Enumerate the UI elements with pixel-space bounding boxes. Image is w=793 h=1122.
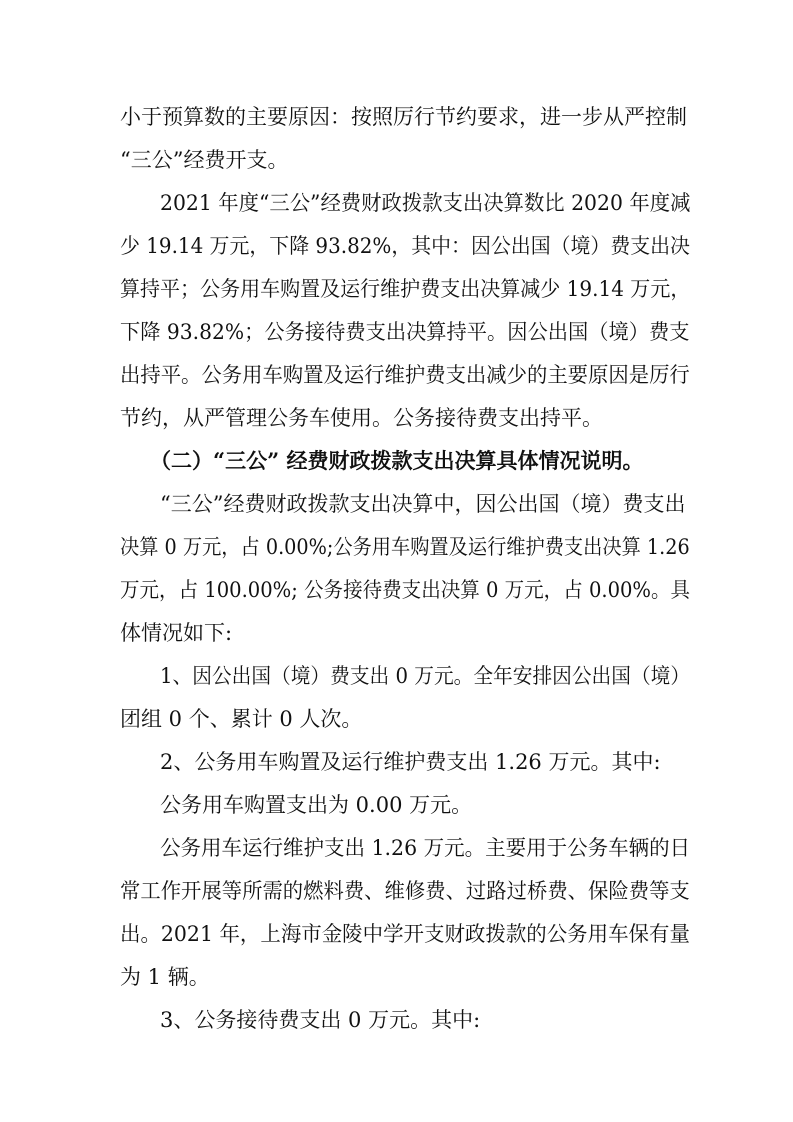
paragraph-line: 算持平；公务用车购置及运行维护费支出决算减少 19.14 万元， <box>120 277 691 301</box>
paragraph-line: 决算 0 万元，占 0.00%;公务用车购置及运行维护费支出决算 1.26 <box>120 535 690 559</box>
paragraph-line: 出持平。公务用车购置及运行维护费支出减少的主要原因是厉行 <box>120 363 690 387</box>
paragraph-line: 常工作开展等所需的燃料费、维修费、过路过桥费、保险费等支 <box>120 879 690 903</box>
list-item-line: 2、公务用车购置及运行维护费支出 1.26 万元。其中: <box>160 750 661 774</box>
paragraph-line: “三公”经费开支。 <box>120 148 289 172</box>
paragraph-line: “三公”经费财政拨款支出决算中，因公出国（境）费支出 <box>160 492 686 516</box>
paragraph-line: 少 19.14 万元，下降 93.82%，其中：因公出国（境）费支出决 <box>120 234 690 258</box>
paragraph-line: 公务用车购置支出为 0.00 万元。 <box>160 793 473 817</box>
list-item-line: 团组 0 个、累计 0 人次。 <box>120 707 363 731</box>
section-heading: （二）“三公” 经费财政拨款支出决算具体情况说明。 <box>150 448 644 473</box>
paragraph-line: 小于预算数的主要原因：按照厉行节约要求，进一步从严控制 <box>120 105 687 129</box>
paragraph-line: 节约，从严管理公务车使用。公务接待费支出持平。 <box>120 406 603 430</box>
paragraph-line: 万元，占 100.00%; 公务接待费支出决算 0 万元，占 0.00%。具 <box>120 578 691 602</box>
paragraph-line: 2021 年度“三公”经费财政拨款支出决算数比 2020 年度减 <box>160 191 691 215</box>
paragraph-line: 公务用车运行维护支出 1.26 万元。主要用于公务车辆的日 <box>160 836 691 860</box>
paragraph-line: 为 1 辆。 <box>120 965 210 989</box>
list-item-line: 1、因公出国（境）费支出 0 万元。全年安排因公出国（境） <box>160 664 691 688</box>
paragraph-line: 下降 93.82%；公务接待费支出决算持平。因公出国（境）费支 <box>120 320 690 344</box>
paragraph-line: 出。2021 年，上海市金陵中学开支财政拨款的公务用车保有量 <box>120 922 690 946</box>
paragraph-line: 体情况如下: <box>120 621 233 645</box>
list-item-line: 3、公务接待费支出 0 万元。其中: <box>160 1008 481 1032</box>
